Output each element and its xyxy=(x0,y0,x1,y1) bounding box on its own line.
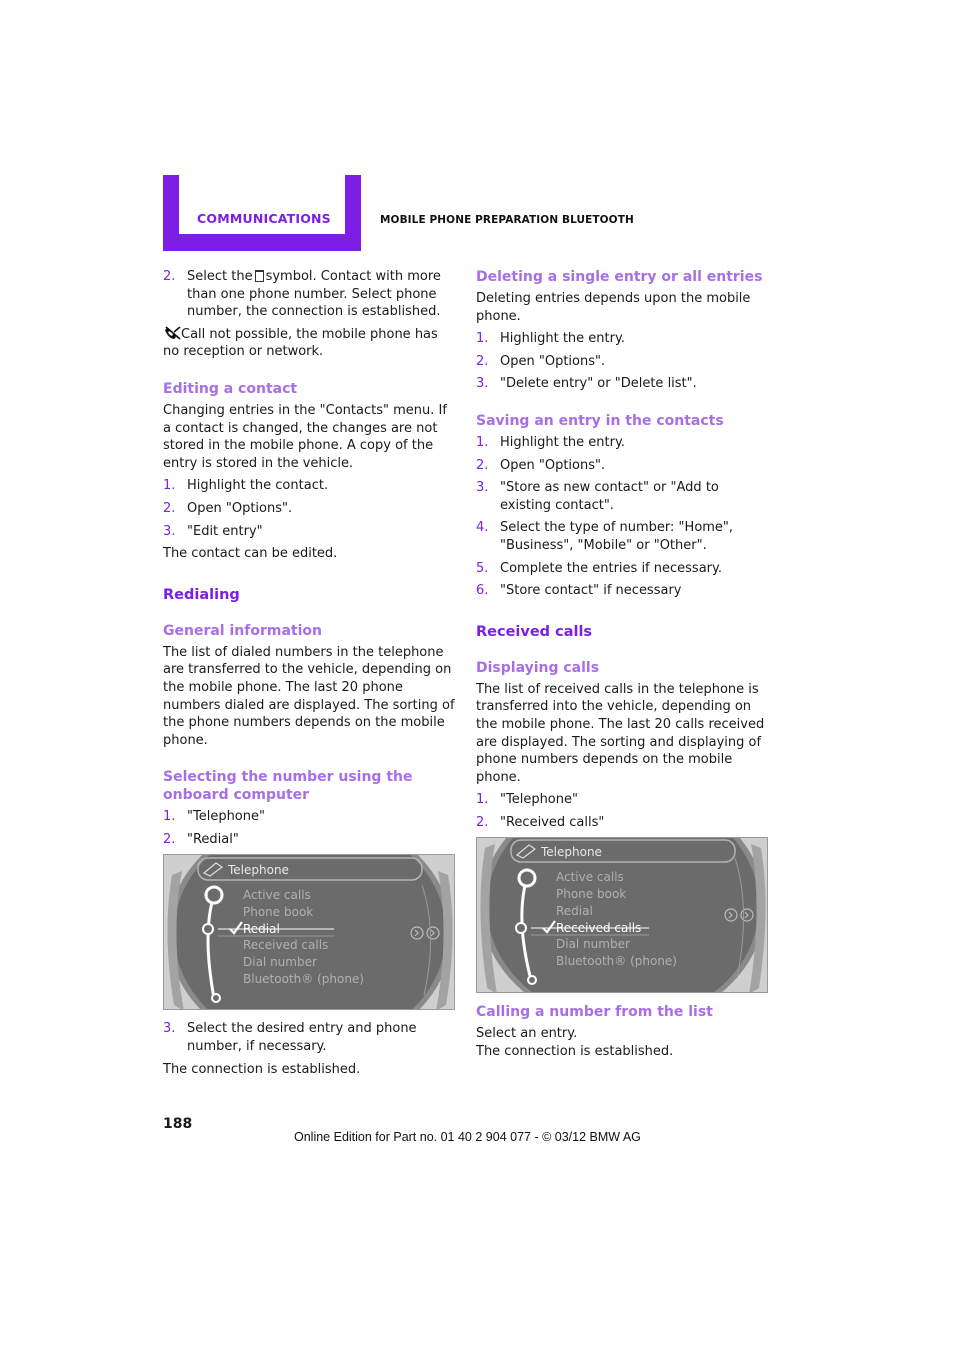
running-title: MOBILE PHONE PREPARATION BLUETOOTH xyxy=(380,214,634,226)
step-number: 6. xyxy=(476,583,489,599)
list-item xyxy=(163,523,455,541)
list-item xyxy=(163,500,455,518)
step-number: 2. xyxy=(476,814,489,830)
paragraph: The list of received calls in the telephone is transferred into the vehicle, depending on the mobile phone. The last 20 calls received are displayed. The sorting and displaying of phone numbers depends on the mobile phone. xyxy=(476,681,765,785)
menu-item-phone-book[interactable]: Phone book xyxy=(243,905,314,920)
step-text: "Delete entry" or "Delete list". xyxy=(500,376,697,392)
step-text: "Store as new contact" or "Add to existing contact". xyxy=(500,480,719,513)
heading-calling-number: Calling a number from the list xyxy=(476,1004,713,1021)
step-number: 3. xyxy=(476,376,489,392)
step-number: 2. xyxy=(163,500,176,516)
step-number: 5. xyxy=(476,560,489,576)
step-number: 2. xyxy=(163,831,176,847)
step-number: 3. xyxy=(163,1021,176,1037)
menu-item-dial-number[interactable]: Dial number xyxy=(243,955,317,970)
step-text: symbol. Contact with more than one phone number. Select phone number, the connection is established. xyxy=(187,269,441,320)
step-number: 3. xyxy=(476,480,489,496)
list-item xyxy=(476,375,768,393)
list-item xyxy=(476,519,768,554)
step-text: "Redial" xyxy=(187,831,239,847)
paragraph: Changing entries in the "Contacts" menu. If a contact is changed, the changes are not stored in the mobile phone. A copy of the entry is stored in the vehicle. xyxy=(163,402,447,471)
step-text: Open "Options". xyxy=(500,353,606,369)
step-text: "Telephone" xyxy=(500,792,578,808)
step-text: "Received calls" xyxy=(500,814,605,830)
menu-item-received-calls[interactable]: Received calls xyxy=(243,938,329,953)
phone-symbol-icon xyxy=(255,270,264,282)
left-column xyxy=(163,268,455,1083)
menu-title: Telephone xyxy=(541,845,602,860)
list-item xyxy=(476,330,768,348)
heading-redialing: Redialing xyxy=(163,586,240,603)
paragraph: The list of dialed numbers in the telephone are transferred to the vehicle, depending on the mobile phone. The last 20 phone numbers dialed are displayed. The sorting of the phone numbers depends on the mobile phone. xyxy=(163,644,455,748)
paragraph: Deleting entries depends upon the mobile phone. xyxy=(476,291,751,324)
list-item xyxy=(476,434,768,452)
note-text: Call not possible, the mobile phone has no reception or network. xyxy=(163,326,438,360)
heading-saving-entry: Saving an entry in the contacts xyxy=(476,412,724,429)
menu-item-phone-book[interactable]: Phone book xyxy=(556,887,627,902)
step-number: 1. xyxy=(476,331,489,347)
paragraph: The connection is established. xyxy=(163,1061,361,1077)
call-not-possible-icon xyxy=(163,326,181,340)
list-item xyxy=(163,1020,455,1055)
step-text: Open "Options". xyxy=(500,457,606,473)
telephone-menu-screenshot xyxy=(163,854,455,1010)
step-text: Highlight the entry. xyxy=(500,331,625,347)
step-text: Open "Options". xyxy=(187,500,293,516)
telephone-menu-screenshot xyxy=(476,837,768,993)
paragraph: Select an entry. xyxy=(476,1026,578,1042)
list-item xyxy=(476,791,768,809)
step-text: "Store contact" if necessary xyxy=(500,583,682,599)
step-number: 1. xyxy=(163,809,176,825)
heading-deleting-entry: Deleting a single entry or all entries xyxy=(476,269,763,285)
step-number: 2. xyxy=(476,353,489,369)
step-text: "Edit entry" xyxy=(187,523,263,539)
step-text: Highlight the entry. xyxy=(500,434,625,450)
right-column xyxy=(476,268,768,1066)
step-number: 1. xyxy=(476,792,489,808)
menu-item-redial[interactable]: Redial xyxy=(556,904,593,919)
note xyxy=(163,326,455,361)
paragraph: The connection is established. xyxy=(476,1044,674,1060)
menu-item-active-calls[interactable]: Active calls xyxy=(556,870,624,885)
heading-selecting-number: Selecting the number using the onboard computer xyxy=(163,769,413,804)
step-text: Highlight the contact. xyxy=(187,478,329,494)
list-item xyxy=(163,268,455,321)
list-item xyxy=(476,814,768,832)
heading-general-information: General information xyxy=(163,622,322,639)
step-text: Select the xyxy=(187,269,253,284)
list-item xyxy=(163,831,455,849)
list-item xyxy=(476,353,768,371)
step-text: Select the type of number: "Home", "Business", "Mobile" or "Other". xyxy=(500,520,734,553)
paragraph: The contact can be edited. xyxy=(163,546,338,562)
list-item xyxy=(163,808,455,826)
list-item xyxy=(476,479,768,514)
heading-received-calls: Received calls xyxy=(476,623,593,640)
step-text: Select the desired entry and phone number, if necessary. xyxy=(187,1021,417,1055)
list-item xyxy=(476,457,768,475)
step-number: 2. xyxy=(163,269,176,284)
edition-footer: Online Edition for Part no. 01 40 2 904 077 - © 03/12 BMW AG xyxy=(294,1130,641,1144)
list-item xyxy=(163,477,455,495)
menu-item-received-calls[interactable]: Received calls xyxy=(556,921,642,936)
list-item xyxy=(476,560,768,578)
menu-item-redial[interactable]: Redial xyxy=(243,922,280,937)
heading-editing-contact: Editing a contact xyxy=(163,380,298,397)
menu-item-bluetooth-phone[interactable]: Bluetooth® (phone) xyxy=(243,972,364,987)
menu-item-bluetooth-phone[interactable]: Bluetooth® (phone) xyxy=(556,954,677,969)
page-number: 188 xyxy=(163,1116,193,1132)
list-item xyxy=(476,582,768,600)
section-tab-label[interactable]: COMMUNICATIONS xyxy=(197,211,331,226)
step-text: "Telephone" xyxy=(187,809,265,825)
menu-item-active-calls[interactable]: Active calls xyxy=(243,888,311,903)
menu-item-dial-number[interactable]: Dial number xyxy=(556,937,630,952)
step-number: 1. xyxy=(163,478,176,494)
step-number: 3. xyxy=(163,523,176,539)
step-number: 4. xyxy=(476,520,489,536)
menu-title: Telephone xyxy=(228,863,289,878)
step-number: 2. xyxy=(476,457,489,473)
step-text: Complete the entries if necessary. xyxy=(500,560,722,576)
step-number: 1. xyxy=(476,434,489,450)
heading-displaying-calls: Displaying calls xyxy=(476,659,600,676)
